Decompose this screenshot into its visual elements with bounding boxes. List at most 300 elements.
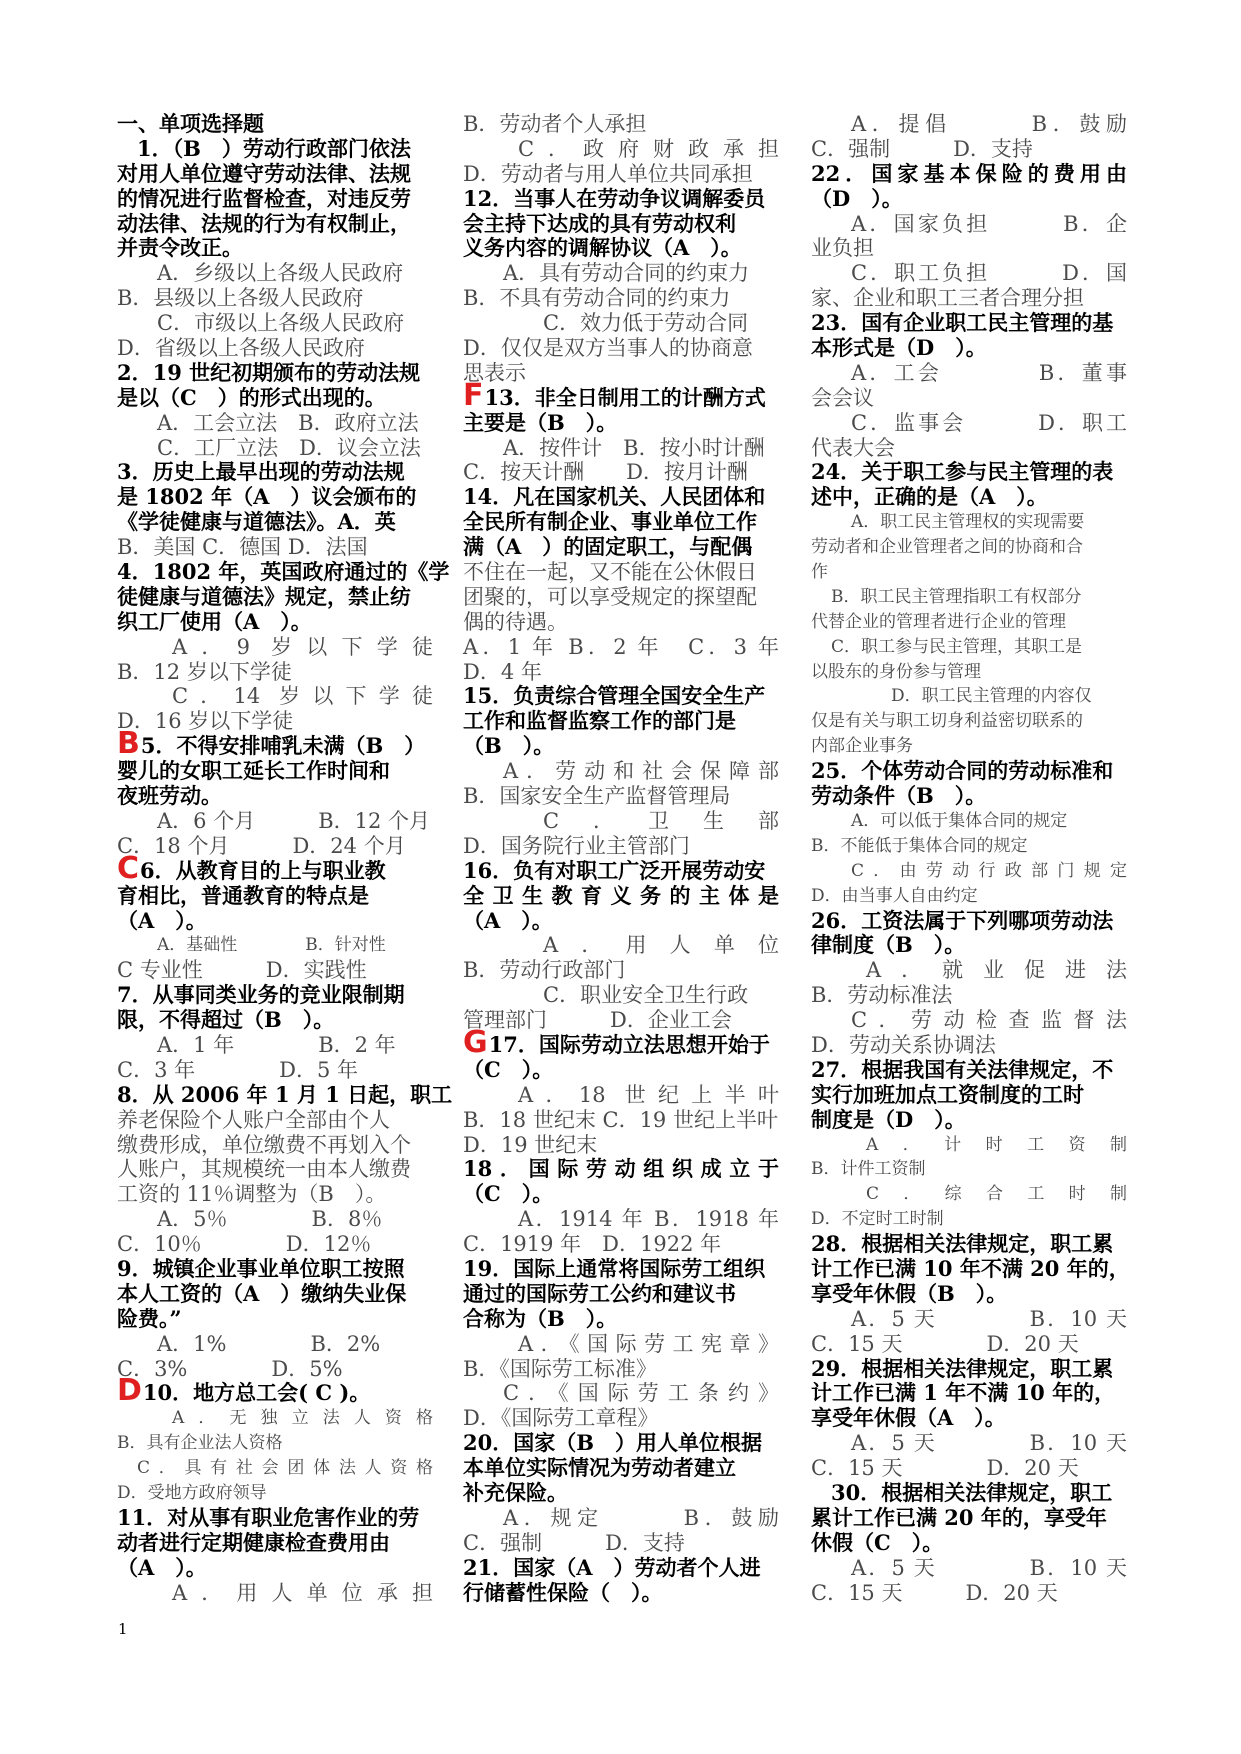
text-line: [811, 958, 1127, 983]
line-text: C．劳动检查监督法: [851, 1008, 1127, 1033]
text-line: [811, 1058, 1127, 1083]
line-text: （C ）。: [463, 1181, 554, 1207]
line-text: A．5％ B．8％: [157, 1207, 383, 1232]
text-line: [463, 1058, 779, 1083]
line-text: 会主持下达成的具有劳动权利: [463, 210, 736, 236]
line-text: 动法律、法规的行为有权制止，: [117, 210, 411, 236]
text-line: [117, 1008, 433, 1033]
text-line: [463, 236, 779, 261]
line-text: 会会议: [811, 385, 874, 410]
line-text: 是 1802 年（A ）议会颁布的: [117, 484, 417, 510]
text-line: [463, 585, 779, 610]
line-text: 主要是（B ）。: [463, 409, 618, 435]
text-line: [811, 436, 1127, 461]
line-text: D．《国际劳工章程》: [463, 1406, 659, 1431]
line-text: B．劳动行政部门: [463, 958, 626, 983]
line-text: A．18 世纪上半叶: [518, 1082, 779, 1107]
line-text: A．9 岁以下学徒: [172, 634, 433, 659]
text-line: [463, 1232, 779, 1257]
line-text: A．具有劳动合同的约束力: [503, 261, 750, 286]
text-line: [811, 1531, 1127, 1556]
text-line: [811, 386, 1127, 411]
text-line: [463, 1357, 779, 1382]
line-text: 计工作已满 10 年不满 20 年的，: [811, 1255, 1130, 1281]
text-line: [463, 660, 779, 685]
line-text: 19．国际上通常将国际劳工组织: [463, 1255, 766, 1281]
text-line: [117, 834, 433, 859]
text-line: [463, 709, 779, 734]
line-text: 全民所有制企业、事业单位工作: [463, 509, 757, 535]
line-text: 行储蓄性保险（ ）。: [463, 1579, 663, 1605]
text-line: [117, 759, 433, 784]
text-line: [463, 286, 779, 311]
line-text: 通过的国际劳工公约和建议书: [463, 1280, 736, 1306]
text-line: [811, 1431, 1127, 1456]
text-line: [811, 411, 1127, 436]
line-text: 2．19 世纪初期颁布的劳动法规: [117, 359, 421, 385]
line-text: 管理部门 D．企业工会: [463, 1008, 732, 1033]
line-text: A．劳动和社会保障部: [503, 759, 779, 784]
text-line: [463, 1182, 779, 1207]
line-text: 8．从 2006 年 1 月 1 日起，职工: [117, 1081, 453, 1107]
text-line: [463, 610, 779, 635]
text-line: [811, 212, 1127, 237]
line-text: 休假（C ）。: [811, 1529, 944, 1555]
text-line: [463, 1083, 779, 1108]
text-line: [463, 1431, 779, 1456]
line-text: D．受地方政府领导: [117, 1482, 267, 1503]
text-line: [117, 1058, 433, 1083]
text-line: [463, 436, 779, 461]
line-text: B．12 岁以下学徒: [117, 659, 292, 684]
text-line: [811, 784, 1127, 809]
text-line: [117, 361, 433, 386]
section-marker: B: [117, 726, 140, 762]
line-text: 人账户，其规模统一由本人缴费: [117, 1157, 411, 1182]
line-text: A．无独立法人资格: [172, 1408, 433, 1429]
text-line: [117, 1556, 433, 1581]
line-text: 代表大会: [811, 435, 895, 460]
line-text: 5．不得安排哺乳未满（B ）: [140, 733, 426, 759]
line-text: 9．城镇企业事业单位职工按照: [117, 1255, 405, 1281]
line-text: 27．根据我国有关法律规定，不: [811, 1056, 1114, 1082]
text-line: [463, 859, 779, 884]
text-line: [117, 1373, 433, 1409]
text-line: [117, 1182, 433, 1207]
text-line: [117, 684, 433, 709]
text-line: [117, 1481, 433, 1506]
text-line: [463, 162, 779, 187]
line-text: B．国家安全生产监督管理局: [463, 784, 731, 809]
text-line: [117, 809, 433, 834]
text-line: [463, 485, 779, 510]
line-text: 计工作已满 1 年不满 10 年的，: [811, 1380, 1116, 1406]
text-line: [463, 784, 779, 809]
text-line: [117, 909, 433, 934]
line-text: C．由劳动行政部门规定: [851, 860, 1127, 881]
line-text: C．具有社会团体法人资格: [137, 1458, 433, 1479]
text-line: [811, 809, 1127, 834]
text-line: [117, 1506, 433, 1531]
text-line: [117, 850, 433, 886]
text-line: [811, 1033, 1127, 1058]
line-text: 徒健康与道德法》规定，禁止纺: [117, 583, 411, 609]
line-text: 30．根据相关法律规定，职工: [831, 1479, 1113, 1505]
line-text: A．1 年 B．2 年: [157, 1032, 396, 1057]
line-text: 21．国家（A ）劳动者个人进: [463, 1554, 761, 1580]
text-line: [117, 726, 433, 762]
text-line: [811, 759, 1127, 784]
line-text: B．18 世纪末 C．19 世纪上半叶: [463, 1107, 778, 1132]
line-text: A．1914 年 B．1918 年: [518, 1207, 779, 1232]
text-line: [463, 983, 779, 1008]
text-line: [117, 1357, 433, 1382]
page-number: 1: [118, 1620, 128, 1638]
line-text: A．5 天 B．10 天: [851, 1306, 1127, 1331]
text-line: [463, 510, 779, 535]
line-text: 偶的待遇。: [463, 609, 568, 634]
text-line: [811, 1232, 1127, 1257]
line-text: D．劳动者与用人单位共同承担: [463, 161, 753, 186]
line-text: A．6 个月 B．12 个月: [157, 808, 431, 833]
text-line: [463, 560, 779, 585]
line-text: （C ）。: [463, 1056, 554, 1082]
text-line: [463, 809, 779, 834]
text-line: [117, 1157, 433, 1182]
text-line: [117, 1406, 433, 1431]
line-text: 6．从教育目的上与职业教: [140, 857, 386, 883]
text-line: [811, 1255, 1130, 1282]
line-text: C．1919 年 D．1922 年: [463, 1232, 722, 1257]
text-line: [811, 1506, 1127, 1531]
text-line: [117, 460, 433, 485]
line-text: C．卫生部: [543, 808, 779, 833]
line-text: A．1 年 B．2 年 C．3 年: [463, 634, 779, 659]
column-middle: [463, 112, 779, 1605]
line-text: 团聚的，可以享受规定的探望配: [463, 584, 757, 609]
text-line: [117, 1081, 453, 1108]
text-line: [463, 1157, 779, 1182]
line-text: 14．凡在国家机关、人民团体和: [463, 484, 766, 510]
text-line: [117, 436, 433, 461]
line-text: D．16 岁以下学徒: [117, 709, 294, 734]
text-line: [463, 1481, 779, 1506]
text-line: [811, 635, 1127, 660]
section-marker: F: [463, 377, 484, 413]
text-line: [117, 1108, 433, 1133]
line-text: A．计时工资制: [866, 1134, 1127, 1155]
line-text: 24．关于职工参与民主管理的表: [811, 459, 1114, 485]
line-text: 述中，正确的是（A ）。: [811, 484, 1048, 510]
line-text: B．县级以上各级人民政府: [117, 286, 364, 311]
line-text: 育相比，普通教育的特点是: [117, 882, 369, 908]
text-line: [463, 759, 779, 784]
text-line: [463, 1456, 779, 1481]
text-line: [117, 1133, 433, 1158]
line-text: C．按天计酬 D．按月计酬: [463, 460, 748, 485]
text-line: [117, 1456, 433, 1481]
text-line: [117, 162, 433, 187]
line-text: C．综合工时制: [866, 1184, 1127, 1205]
line-text: 工资的 11％调整为（B ）。: [117, 1182, 387, 1207]
text-line: [463, 212, 779, 237]
line-text: 工作和监督监察工作的部门是: [463, 708, 736, 734]
line-text: 11．对从事有职业危害作业的劳: [117, 1504, 420, 1530]
line-text: 本单位实际情况为劳动者建立: [463, 1455, 736, 1481]
line-text: 26．工资法属于下列哪项劳动法: [811, 907, 1114, 933]
line-text: D．4 年: [463, 659, 542, 684]
line-text: A．5 天 B．10 天: [851, 1431, 1127, 1456]
line-text: 4．1802 年，英国政府通过的《学: [117, 559, 450, 585]
text-line: [811, 834, 1127, 859]
line-text: A．乡级以上各级人民政府: [157, 261, 404, 286]
text-line: [811, 709, 1127, 734]
text-line: [811, 1307, 1127, 1332]
line-text: 夜班劳动。: [117, 783, 222, 809]
text-line: [117, 660, 433, 685]
text-line: [811, 1282, 1127, 1307]
text-line: [117, 635, 433, 660]
text-line: [117, 1257, 433, 1282]
text-line: [117, 510, 433, 535]
line-text: （B ）。: [463, 733, 555, 759]
line-text: 享受年休假（A ）。: [811, 1405, 1006, 1431]
line-text: B．不能低于集体合同的规定: [811, 835, 1028, 856]
line-text: B．《国际劳工标准》: [463, 1356, 657, 1381]
line-text: A．按件计 B．按小时计酬: [503, 435, 765, 460]
line-text: 劳动者和企业管理者之间的协商和合: [811, 537, 1083, 558]
text-line: [463, 377, 779, 413]
text-line: [463, 187, 779, 212]
line-text: B．计件工资制: [811, 1159, 926, 1180]
line-text: 缴费形成，单位缴费不再划入个: [117, 1132, 411, 1157]
text-line: [811, 684, 1127, 709]
line-text: C．政府财政承担: [518, 136, 779, 161]
line-text: C．15 天 D．20 天: [811, 1456, 1079, 1481]
line-text: 劳动条件（B ）。: [811, 783, 987, 809]
text-line: [117, 311, 433, 336]
line-text: 合称为（B ）。: [463, 1305, 618, 1331]
line-text: 16．负有对职工广泛开展劳动安: [463, 857, 766, 883]
text-line: [463, 1024, 779, 1060]
text-line: [117, 236, 433, 261]
line-text: A．5 天 B．10 天: [851, 1555, 1127, 1580]
text-line: [117, 386, 433, 411]
line-text: 制度是（D ）。: [811, 1106, 966, 1132]
text-line: [811, 1207, 1127, 1232]
text-line: [117, 1531, 433, 1556]
line-text: C．3 年 D．5 年: [117, 1057, 358, 1082]
text-line: [811, 1133, 1127, 1158]
line-text: 累计工作已满 20 年的，享受年: [811, 1504, 1107, 1530]
line-text: C．18 个月 D．24 个月: [117, 833, 406, 858]
line-text: C．工厂立法 D．议会立法: [157, 435, 421, 460]
text-line: [811, 1581, 1127, 1606]
text-line: [811, 1481, 1127, 1506]
text-line: [811, 336, 1127, 361]
text-line: [117, 286, 433, 311]
line-text: C 专业性 D．实践性: [117, 958, 367, 983]
section-marker: C: [117, 850, 140, 886]
line-text: 23．国有企业职工民主管理的基: [811, 310, 1114, 336]
text-line: [117, 485, 433, 510]
text-line: [811, 909, 1127, 934]
line-text: C．3% D．5%: [117, 1356, 343, 1381]
text-line: [463, 734, 779, 759]
line-text: 织工厂使用（A ）。: [117, 608, 312, 634]
text-line: [811, 187, 1127, 212]
text-line: [117, 1232, 433, 1257]
text-line: [463, 1108, 779, 1133]
text-line: [117, 610, 433, 635]
line-text: 一、单项选择题: [117, 111, 264, 136]
text-line: [117, 1332, 433, 1357]
text-line: [117, 336, 433, 361]
line-text: 12．当事人在劳动争议调解委员: [463, 185, 766, 211]
text-line: [811, 983, 1127, 1008]
text-line: [811, 1456, 1127, 1481]
text-line: [117, 784, 433, 809]
text-line: [117, 709, 433, 734]
text-line: [811, 1008, 1127, 1033]
line-text: A．提倡 B．鼓励: [851, 112, 1127, 136]
text-line: [811, 361, 1127, 386]
text-line: [811, 460, 1127, 485]
text-line: [811, 1108, 1127, 1133]
text-line: [117, 535, 433, 560]
line-text: 代替企业的管理者进行企业的管理: [811, 611, 1066, 632]
line-text: A．用人单位: [543, 933, 779, 958]
line-text: 家、企业和职工三者合理分担: [811, 286, 1084, 311]
line-text: B．职工民主管理指职工有权部分: [831, 586, 1082, 607]
line-text: 对用人单位遵守劳动法律、法规: [117, 160, 411, 186]
column-left: [117, 111, 453, 1605]
line-text: 内部企业事务: [811, 736, 913, 757]
line-text: 补充保险。: [463, 1479, 568, 1505]
text-line: [811, 137, 1127, 162]
line-text: D．职工民主管理的内容仅: [891, 686, 1092, 707]
text-line: [117, 411, 433, 436]
line-text: B．劳动者个人承担: [463, 112, 647, 136]
line-text: 满（A ）的固定职工，与配偶: [463, 534, 753, 560]
text-line: [463, 311, 779, 336]
line-text: 全卫生教育义务的主体是: [463, 882, 779, 908]
line-text: 本人工资的（A ）缴纳失业保: [117, 1280, 407, 1306]
text-line: [117, 1033, 433, 1058]
text-line: [811, 1182, 1127, 1207]
line-text: A．就业促进法: [866, 958, 1127, 983]
text-line: [811, 560, 1127, 585]
text-line: [463, 1207, 779, 1232]
text-line: [463, 958, 779, 983]
text-line: [811, 286, 1127, 311]
line-text: 25．个体劳动合同的劳动标准和: [811, 758, 1114, 784]
text-line: [463, 834, 779, 859]
line-text: 动者进行定期健康检查费用由: [117, 1529, 390, 1555]
line-text: A．国家负担 B．企: [851, 211, 1127, 236]
text-line: [811, 1381, 1127, 1406]
text-line: [811, 610, 1127, 635]
text-line: [463, 336, 779, 361]
text-line: [463, 1556, 779, 1581]
text-line: [811, 510, 1127, 535]
text-line: [117, 261, 433, 286]
text-line: [117, 137, 433, 162]
line-text: D．不定时工时制: [811, 1209, 944, 1230]
text-line: [811, 311, 1127, 336]
text-line: [811, 112, 1127, 137]
line-text: 《学徒健康与道德法》。A．英: [117, 509, 396, 535]
line-text: 29．根据相关法律规定，职工累: [811, 1355, 1114, 1381]
line-text: A．工会 B．董事: [851, 360, 1127, 385]
line-text: 养老保险个人账户全部由个人: [117, 1107, 390, 1132]
text-line: [117, 1282, 433, 1307]
line-text: 仅是有关与职工切身利益密切联系的: [811, 711, 1083, 732]
line-text: D．19 世纪末: [463, 1132, 598, 1157]
line-text: 不住在一起，又不能在公休假日: [463, 560, 757, 585]
text-line: [463, 933, 779, 958]
line-text: 作: [811, 562, 828, 583]
line-text: A．职工民主管理权的实现需要: [851, 512, 1085, 533]
line-text: B．具有企业法人资格: [117, 1433, 283, 1454]
line-text: 7．从事同类业务的竞业限制期: [117, 982, 405, 1008]
text-line: [463, 1307, 779, 1332]
line-text: 13．非全日制用工的计酬方式: [484, 384, 766, 410]
line-text: B．劳动标准法: [811, 983, 953, 1008]
text-line: [463, 635, 779, 660]
line-text: （A ）。: [463, 907, 553, 933]
text-line: [463, 1008, 779, 1033]
text-line: [463, 1506, 779, 1531]
line-text: （A ）。: [117, 1554, 207, 1580]
text-line: [463, 112, 779, 137]
text-line: [117, 212, 433, 237]
line-text: （A ）。: [117, 907, 207, 933]
line-text: D．国务院行业主管部门: [463, 833, 690, 858]
line-text: 享受年休假（B ）。: [811, 1280, 1008, 1306]
line-text: C．市级以上各级人民政府: [157, 311, 405, 336]
line-text: D．由当事人自由约定: [811, 885, 978, 906]
section-marker: D: [117, 1373, 142, 1409]
line-text: C．15 天 D．20 天: [811, 1580, 1058, 1605]
line-text: C．强制 D．支持: [463, 1530, 685, 1555]
text-line: [463, 460, 779, 485]
line-text: 义务内容的调解协议（A ）。: [463, 235, 742, 261]
line-text: C．监事会 D．职工: [851, 410, 1127, 435]
text-line: [117, 112, 433, 137]
text-line: [463, 884, 779, 909]
text-line: [811, 585, 1127, 610]
text-line: [811, 162, 1127, 187]
text-line: [117, 933, 433, 958]
text-line: [811, 535, 1127, 560]
line-text: 并责令改正。: [117, 235, 243, 261]
text-line: [117, 983, 433, 1008]
line-text: A．1% B．2%: [157, 1331, 381, 1356]
text-line: [117, 187, 433, 212]
text-line: [463, 684, 779, 709]
text-line: [463, 535, 779, 560]
line-text: 业负担: [811, 236, 874, 261]
line-text: C．强制 D．支持: [811, 136, 1033, 161]
text-line: [811, 1357, 1127, 1382]
line-text: B．美国 C．德国 D．法国: [117, 535, 368, 560]
line-text: 限，不得超过（B ）。: [117, 1007, 335, 1033]
line-text: 思表示: [463, 360, 526, 385]
line-text: C．职工负担 D．国: [851, 261, 1127, 286]
line-text: C．职工参与民主管理，其职工是: [831, 636, 1083, 657]
section-marker: G: [463, 1024, 488, 1060]
